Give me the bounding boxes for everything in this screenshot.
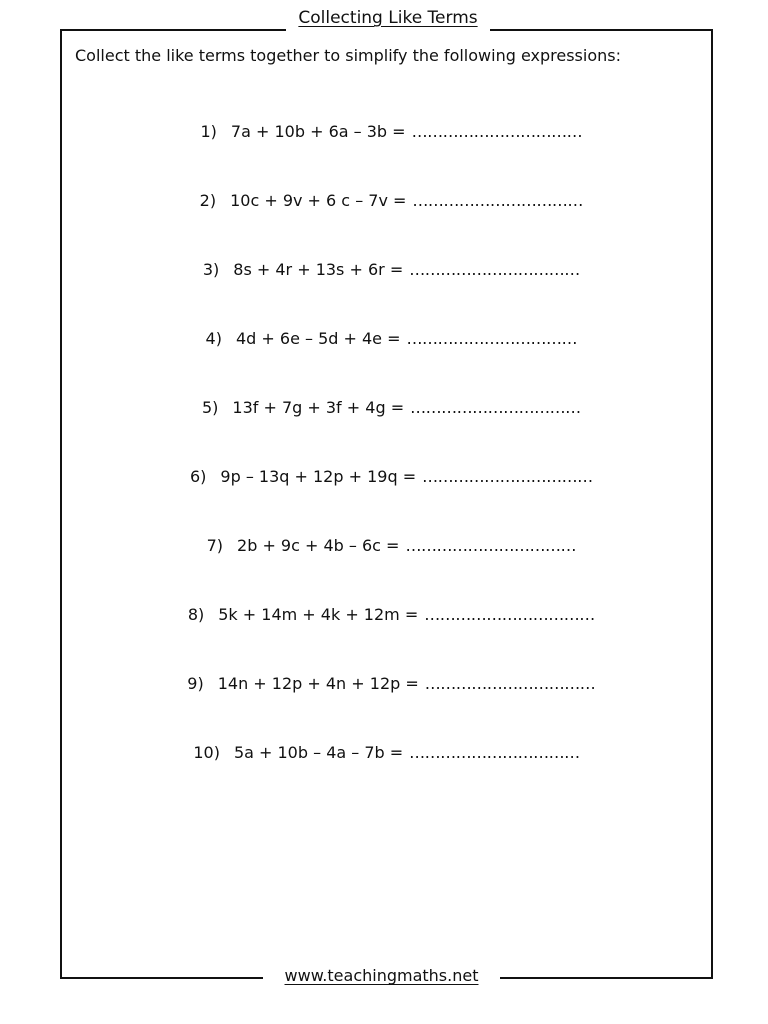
- question-item: [60, 467, 713, 536]
- question-number: 2): [199, 191, 217, 210]
- question-item: [60, 329, 713, 398]
- answer-blank[interactable]: ……………………………: [424, 605, 595, 624]
- question-list: [60, 122, 713, 812]
- question-expression: 13f + 7g + 3f + 4g =: [232, 398, 405, 417]
- question-expression: 8s + 4r + 13s + 6r =: [233, 260, 404, 279]
- question-expression: 5k + 14m + 4k + 12m =: [218, 605, 419, 624]
- answer-blank[interactable]: ……………………………: [424, 674, 596, 693]
- question-expression: 9p – 13q + 12p + 19q =: [220, 467, 417, 486]
- question-number: 7): [206, 536, 224, 555]
- question-number: 1): [200, 122, 217, 141]
- question-item: [60, 191, 713, 260]
- answer-blank[interactable]: ……………………………: [410, 398, 581, 417]
- worksheet-title: Collecting Like Terms: [298, 8, 478, 28]
- footer-rule-right: [500, 977, 713, 979]
- question-expression: 14n + 12p + 4n + 12p =: [217, 674, 419, 693]
- question-item: [60, 398, 713, 467]
- question-item: [60, 743, 713, 812]
- question-item: [60, 536, 713, 605]
- question-item: [60, 674, 713, 743]
- answer-blank[interactable]: ……………………………: [422, 467, 593, 486]
- footer-rule-left: [60, 977, 263, 979]
- question-item: [60, 605, 713, 674]
- answer-blank[interactable]: ……………………………: [412, 191, 583, 210]
- question-expression: 4d + 6e – 5d + 4e =: [235, 329, 401, 348]
- question-number: 8): [187, 605, 205, 624]
- answer-blank[interactable]: ……………………………: [406, 329, 578, 348]
- question-number: 10): [193, 743, 220, 762]
- answer-blank[interactable]: ……………………………: [411, 122, 583, 141]
- footer-link[interactable]: www.teachingmaths.net: [284, 966, 479, 985]
- answer-blank[interactable]: ……………………………: [409, 743, 580, 762]
- question-number: 3): [202, 260, 220, 279]
- question-number: 9): [187, 674, 204, 693]
- answer-blank[interactable]: ……………………………: [409, 260, 580, 279]
- question-number: 5): [201, 398, 219, 417]
- question-expression: 2b + 9c + 4b – 6c =: [237, 536, 400, 555]
- answer-blank[interactable]: ……………………………: [405, 536, 576, 555]
- question-expression: 5a + 10b – 4a – 7b =: [233, 743, 404, 762]
- question-item: [60, 260, 713, 329]
- question-item: [60, 122, 713, 191]
- question-expression: 10c + 9v + 6 c – 7v =: [230, 191, 407, 210]
- instructions-text: Collect the like terms together to simplify the following expressions:: [75, 46, 621, 65]
- question-number: 4): [205, 329, 222, 348]
- question-number: 6): [189, 467, 207, 486]
- question-expression: 7a + 10b + 6a – 3b =: [230, 122, 406, 141]
